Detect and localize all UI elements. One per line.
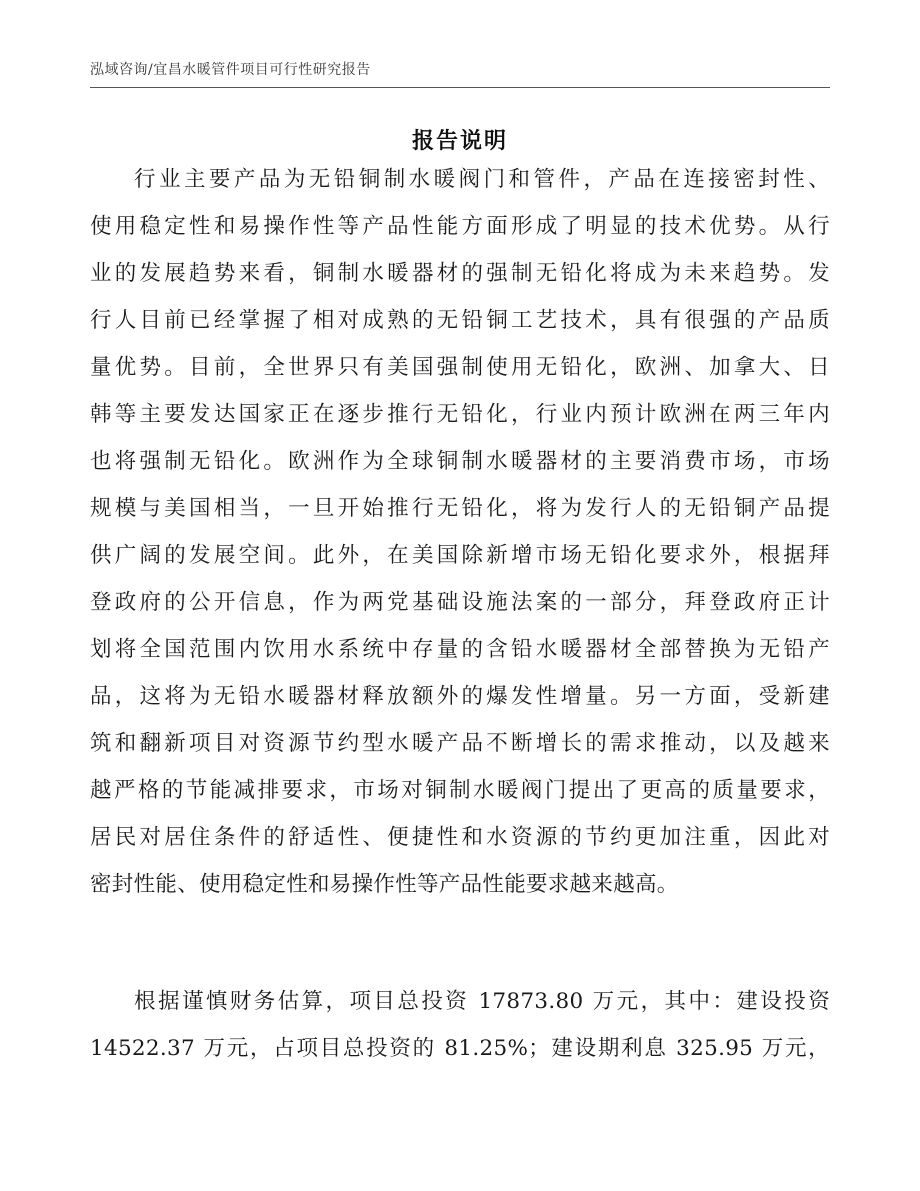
paragraph-line: 品，这将为无铅水暖器材释放额外的爆发性增量。另一方面，受新建	[90, 684, 830, 709]
paragraph-line: 14522.37 万元，占项目总投资的 81.25%；建设期利息 325.95 万元，	[90, 1036, 830, 1061]
paragraph-line: 量优势。目前，全世界只有美国强制使用无铅化，欧洲、加拿大、日	[90, 355, 830, 380]
paragraph-line: 居民对居住条件的舒适性、便捷性和水资源的节约更加注重，因此对	[90, 825, 830, 850]
paragraph-line: 规模与美国相当，一旦开始推行无铅化，将为发行人的无铅铜产品提	[90, 496, 830, 521]
header-divider	[90, 87, 830, 88]
paragraph-line: 划将全国范围内饮用水系统中存量的含铅水暖器材全部替换为无铅产	[90, 637, 830, 662]
paragraph-line: 也将强制无铅化。欧洲作为全球铜制水暖器材的主要消费市场，市场	[90, 449, 830, 474]
document-title: 报告说明	[411, 128, 508, 154]
paragraph-investment-estimate	[90, 978, 830, 1072]
paragraph-line: 登政府的公开信息，作为两党基础设施法案的一部分，拜登政府正计	[90, 590, 830, 615]
paragraph-line: 韩等主要发达国家正在逐步推行无铅化，行业内预计欧洲在两三年内	[90, 402, 830, 427]
paragraph-line: 行业主要产品为无铅铜制水暖阀门和管件，产品在连接密封性、	[134, 167, 830, 192]
running-header: 泓域咨询/宜昌水暖管件项目可行性研究报告	[90, 62, 371, 78]
paragraph-industry-overview	[90, 156, 830, 908]
paragraph-line: 根据谨慎财务估算，项目总投资 17873.80 万元，其中：建设投资	[134, 989, 830, 1014]
paragraph-line: 密封性能、使用稳定性和易操作性等产品性能要求越来越高。	[90, 872, 679, 897]
paragraph-line: 行人目前已经掌握了相对成熟的无铅铜工艺技术，具有很强的产品质	[90, 308, 830, 333]
paragraph-line: 使用稳定性和易操作性等产品性能方面形成了明显的技术优势。从行	[90, 214, 830, 239]
paragraph-line: 筑和翻新项目对资源节约型水暖产品不断增长的需求推动，以及越来	[90, 731, 830, 756]
paragraph-line: 业的发展趋势来看，铜制水暖器材的强制无铅化将成为未来趋势。发	[90, 261, 830, 286]
paragraph-line: 供广阔的发展空间。此外，在美国除新增市场无铅化要求外，根据拜	[90, 543, 830, 568]
paragraph-line: 越严格的节能减排要求，市场对铜制水暖阀门提出了更高的质量要求，	[90, 778, 830, 803]
